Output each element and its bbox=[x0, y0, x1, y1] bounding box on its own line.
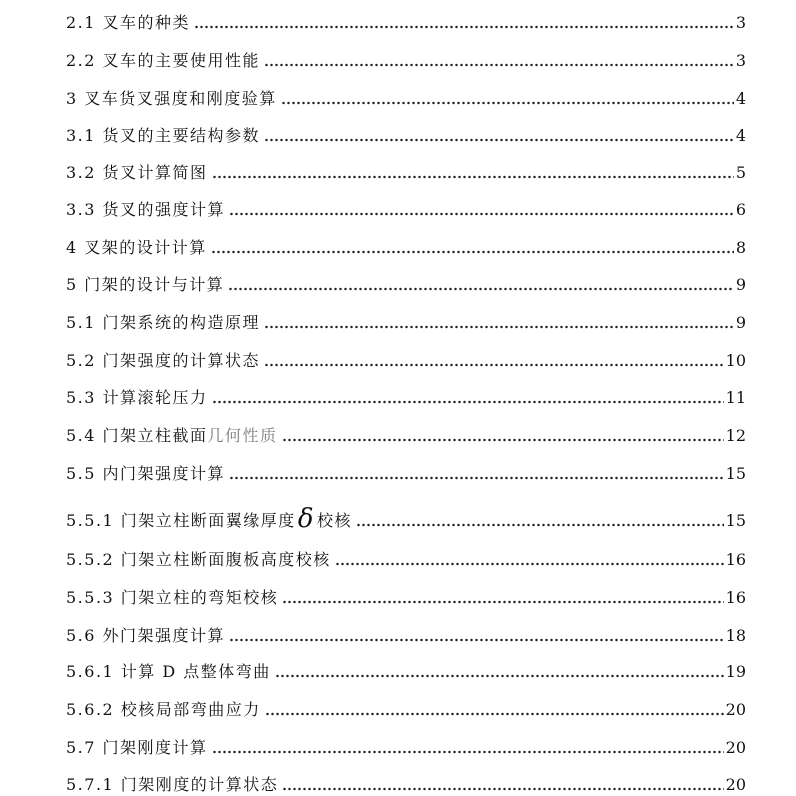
toc-entry[interactable] bbox=[66, 463, 746, 485]
toc-entry[interactable] bbox=[66, 625, 746, 647]
toc-entry[interactable] bbox=[66, 12, 746, 34]
toc-entry-title: 5.1 门架系统的构造原理 bbox=[66, 313, 261, 332]
dot-leader bbox=[212, 175, 734, 179]
toc-entry-page: 20 bbox=[725, 775, 746, 794]
toc-entry-page: 5 bbox=[735, 163, 746, 182]
dot-leader bbox=[194, 25, 734, 29]
dot-leader bbox=[212, 400, 724, 404]
toc-entry-title: 2.1 叉车的种类 bbox=[66, 13, 191, 32]
dot-leader bbox=[264, 363, 724, 367]
dot-leader bbox=[281, 101, 734, 105]
toc-entry[interactable] bbox=[66, 587, 746, 609]
toc-entry[interactable] bbox=[66, 549, 746, 571]
toc-entry[interactable] bbox=[66, 274, 746, 296]
dot-leader bbox=[356, 523, 724, 527]
toc-entry-title: 3.3 货叉的强度计算 bbox=[66, 200, 226, 219]
toc-entry[interactable] bbox=[66, 425, 746, 447]
toc-entry-page: 20 bbox=[725, 700, 746, 719]
toc-entry-page: 12 bbox=[725, 426, 746, 445]
toc-entry[interactable] bbox=[66, 125, 746, 147]
toc-entry-page: 16 bbox=[725, 550, 746, 569]
toc-entry-title: 5.2 门架强度的计算状态 bbox=[66, 351, 261, 370]
toc-entry-page: 19 bbox=[725, 662, 746, 681]
toc-entry-title bbox=[66, 425, 278, 447]
toc-entry-title: 2.2 叉车的主要使用性能 bbox=[66, 51, 261, 70]
toc-entry-title: 5.6 外门架强度计算 bbox=[66, 626, 226, 645]
toc-entry-title-after: 校核 bbox=[316, 511, 352, 530]
toc-entry[interactable] bbox=[66, 737, 746, 759]
toc-entry[interactable] bbox=[66, 774, 746, 796]
toc-entry[interactable] bbox=[66, 162, 746, 184]
dot-leader bbox=[228, 287, 734, 291]
toc-entry-page: 10 bbox=[725, 351, 746, 370]
toc-entry-title: 3 叉车货叉强度和刚度验算 bbox=[66, 89, 277, 108]
toc-entry-page: 8 bbox=[735, 238, 746, 257]
dot-leader bbox=[275, 674, 724, 678]
dot-leader bbox=[282, 787, 723, 791]
toc-entry-page: 4 bbox=[735, 89, 746, 108]
toc-entry-title: 5.6.2 校核局部弯曲应力 bbox=[66, 700, 261, 719]
toc-entry-page: 4 bbox=[735, 126, 746, 145]
dot-leader bbox=[212, 750, 724, 754]
dot-leader bbox=[229, 212, 734, 216]
dot-leader bbox=[265, 712, 724, 716]
dot-leader bbox=[282, 600, 723, 604]
toc-entry-title: 4 叉架的设计计算 bbox=[66, 238, 207, 257]
toc-entry-title-main: 5.5.1 门架立柱断面翼缘厚度 bbox=[66, 511, 296, 530]
toc-entry-title-grey: 几何性质 bbox=[207, 426, 278, 445]
toc-entry-title: 5.6.1 计算 D 点整体弯曲 bbox=[66, 662, 271, 681]
toc-entry-title: 5.7.1 门架刚度的计算状态 bbox=[66, 775, 279, 794]
toc-entry-title: 3.1 货叉的主要结构参数 bbox=[66, 126, 261, 145]
toc-entry-page: 3 bbox=[735, 13, 746, 32]
toc-entry[interactable] bbox=[66, 699, 746, 721]
dot-leader bbox=[264, 63, 734, 67]
toc-entry[interactable] bbox=[66, 504, 746, 534]
toc-entry[interactable] bbox=[66, 312, 746, 334]
toc-entry[interactable] bbox=[66, 350, 746, 372]
dot-leader bbox=[264, 325, 734, 329]
toc-entry-title: 5.5.2 门架立柱断面腹板高度校核 bbox=[66, 550, 331, 569]
toc-entry[interactable] bbox=[66, 237, 746, 259]
toc-entry-title: 5.7 门架刚度计算 bbox=[66, 738, 208, 757]
toc-entry-page: 3 bbox=[735, 51, 746, 70]
toc-entry-page: 16 bbox=[725, 588, 746, 607]
dot-leader bbox=[229, 476, 724, 480]
toc-entry-title: 5.5.3 门架立柱的弯矩校核 bbox=[66, 588, 279, 607]
dot-leader bbox=[335, 562, 724, 566]
toc-entry-page: 18 bbox=[725, 626, 746, 645]
toc-entry[interactable] bbox=[66, 88, 746, 110]
toc-entry[interactable] bbox=[66, 661, 746, 683]
toc-entry-page: 15 bbox=[725, 464, 746, 483]
toc-entry-page: 11 bbox=[725, 388, 746, 407]
toc-entry-page: 9 bbox=[735, 275, 746, 294]
dot-leader bbox=[282, 438, 724, 442]
dot-leader bbox=[211, 250, 734, 254]
toc-entry-title-main: 5.4 门架立柱截面 bbox=[66, 426, 208, 445]
toc-entry-title: 3.2 货叉计算简图 bbox=[66, 163, 208, 182]
toc-entry[interactable] bbox=[66, 50, 746, 72]
toc-entry-title: 5.5 内门架强度计算 bbox=[66, 464, 226, 483]
toc-entry-page: 15 bbox=[725, 511, 746, 530]
dot-leader bbox=[264, 138, 734, 142]
toc-entry-page: 6 bbox=[735, 200, 746, 219]
toc-entry-title: 5 门架的设计与计算 bbox=[66, 275, 225, 294]
toc-entry[interactable] bbox=[66, 199, 746, 221]
toc-entry-page: 20 bbox=[725, 738, 746, 757]
toc-entry-page: 9 bbox=[735, 313, 746, 332]
toc-entry[interactable] bbox=[66, 387, 746, 409]
delta-symbol: δ bbox=[297, 504, 315, 534]
dot-leader bbox=[229, 638, 724, 642]
toc-entry-title: 5.3 计算滚轮压力 bbox=[66, 388, 208, 407]
toc-entry-title bbox=[66, 504, 352, 534]
